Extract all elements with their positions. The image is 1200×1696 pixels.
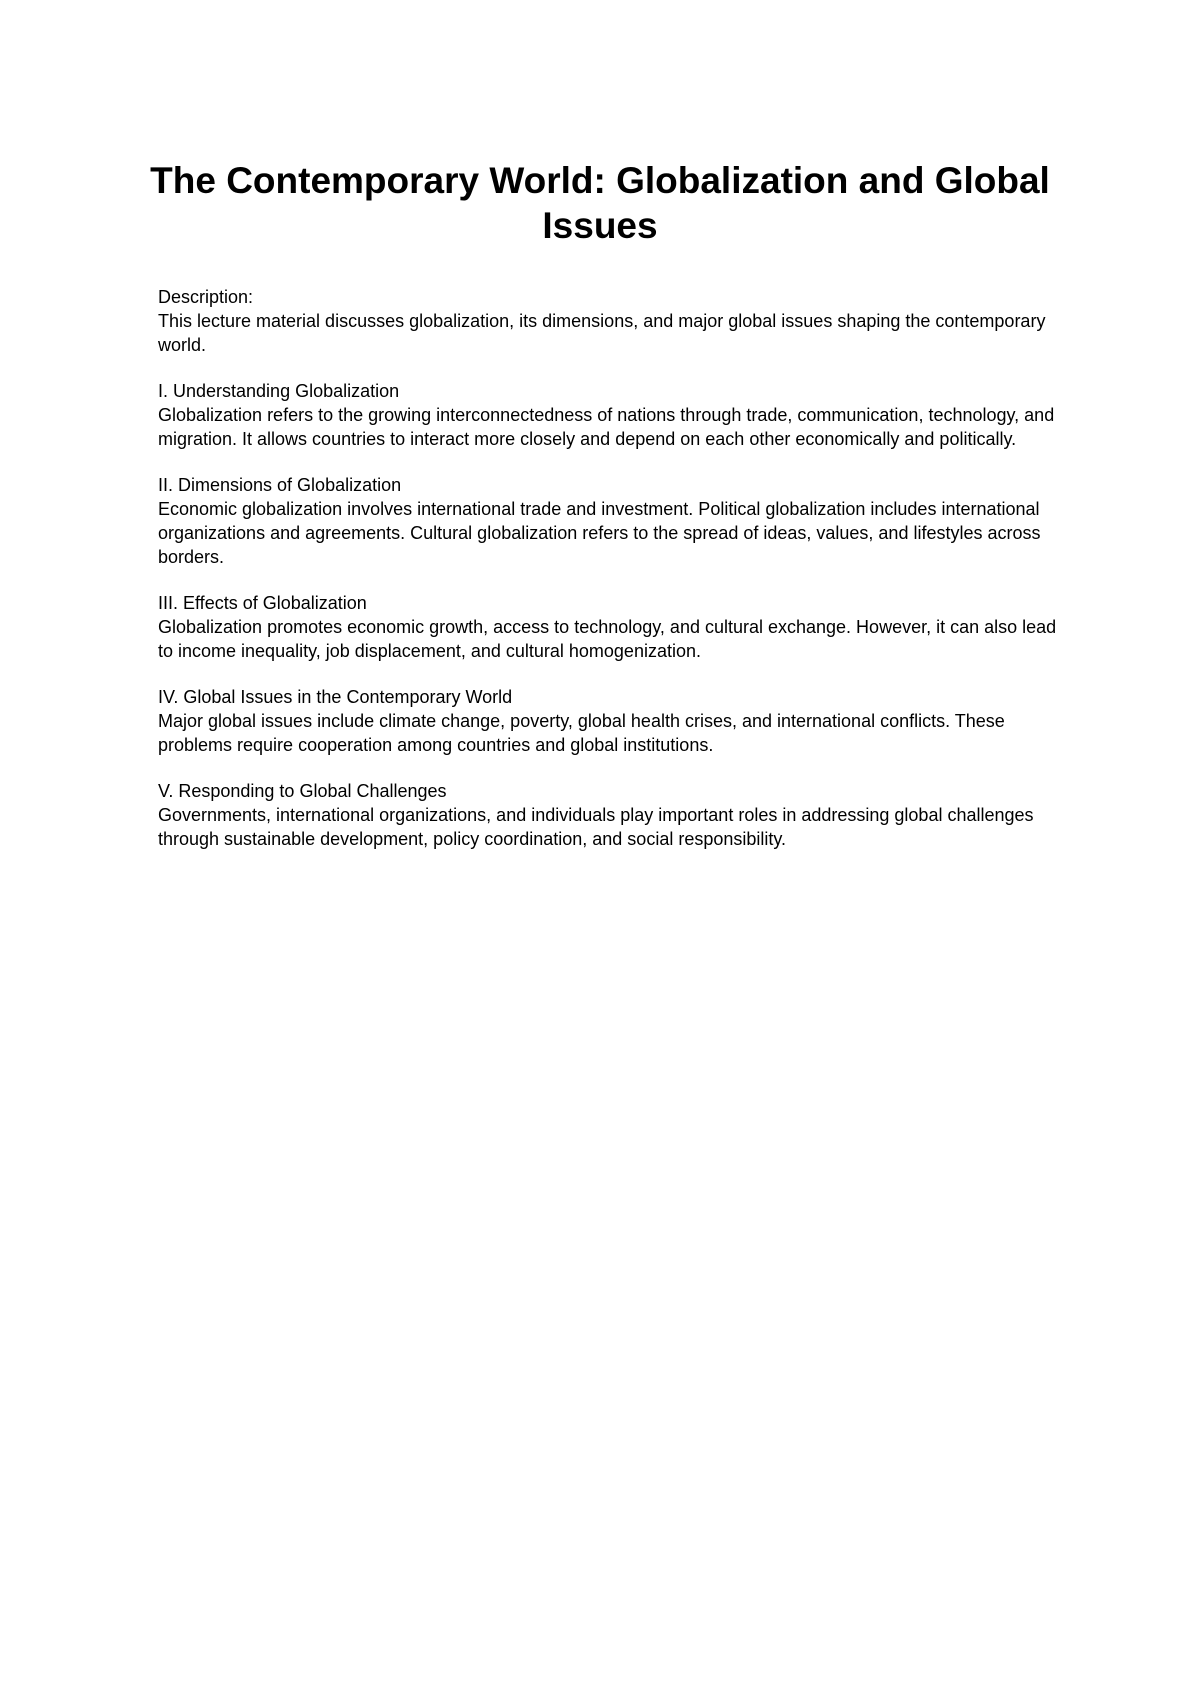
section-heading: II. Dimensions of Globalization: [158, 475, 402, 495]
description-section: [158, 285, 1058, 357]
section-responding-to-global-challenges: [158, 779, 1058, 851]
section-body: Economic globalization involves international trade and investment. Political globalization includes international organizations and agreements. Cultural globalization refers to the spread of ideas, values, and lifestyles across borders.: [158, 499, 1041, 567]
section-body: Globalization promotes economic growth, access to technology, and cultural exchange. However, it can also lead to income inequality, job displacement, and cultural homogenization.: [158, 617, 1057, 661]
section-body: Governments, international organizations, and individuals play important roles in addressing global challenges through sustainable development, policy coordination, and social responsibility.: [158, 805, 1034, 849]
section-heading: V. Responding to Global Challenges: [158, 781, 447, 801]
description-label: Description:: [158, 287, 254, 307]
description-text: This lecture material discusses globalization, its dimensions, and major global issues shaping the contemporary world.: [158, 311, 1046, 355]
section-body: Globalization refers to the growing interconnectedness of nations through trade, communication, technology, and migration. It allows countries to interact more closely and depend on each other economically and politically.: [158, 405, 1055, 449]
section-global-issues: [158, 685, 1058, 757]
document-content: [158, 285, 1058, 873]
section-dimensions-of-globalization: [158, 473, 1058, 569]
section-understanding-globalization: [158, 379, 1058, 451]
document-title: The Contemporary World: Globalization and Global Issues: [150, 160, 1050, 246]
section-heading: III. Effects of Globalization: [158, 593, 367, 613]
section-body: Major global issues include climate change, poverty, global health crises, and international conflicts. These problems require cooperation among countries and global institutions.: [158, 711, 1005, 755]
section-heading: IV. Global Issues in the Contemporary World: [158, 687, 513, 707]
section-effects-of-globalization: [158, 591, 1058, 663]
section-heading: I. Understanding Globalization: [158, 381, 400, 401]
